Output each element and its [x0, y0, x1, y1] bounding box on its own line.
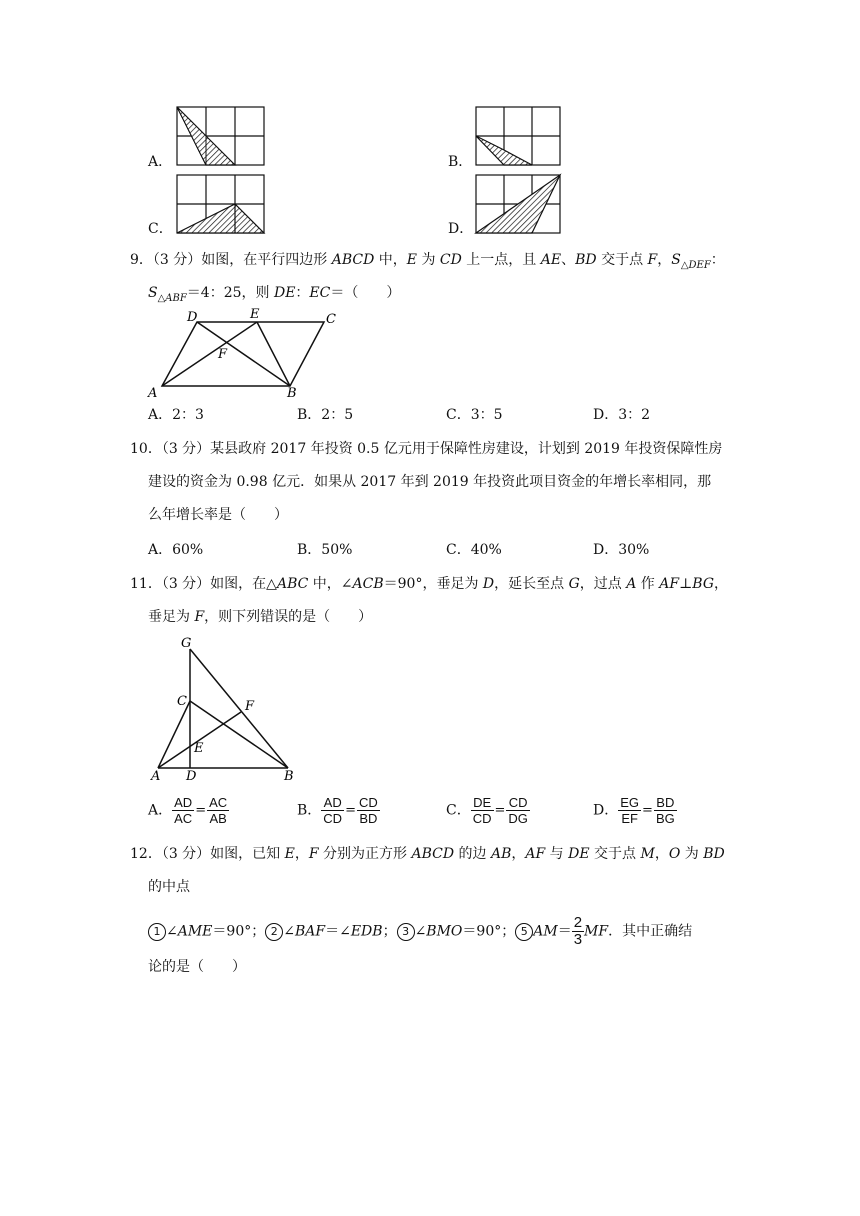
q12-text: 与	[545, 846, 569, 862]
q9-figure	[140, 305, 360, 401]
q9-text: 9．（3 分）如图，在平行四边形	[130, 252, 332, 268]
q8-option-d-figure	[476, 175, 560, 233]
q11-option-a[interactable]	[148, 795, 229, 826]
q12-text: ，	[511, 846, 526, 862]
fraction	[654, 795, 677, 826]
numerator: CD	[358, 795, 378, 810]
q11-text: ，则下列错误的是（ ）	[204, 609, 373, 625]
q10-stem-line2: 建设的资金为 0.98 亿元．如果从 2017 年到 2019 年投资此项目资金的年增长率相同，那	[148, 474, 712, 490]
q9-subscript: △DEF	[680, 259, 711, 271]
q12-text: ∠	[166, 923, 178, 940]
q9-var: E	[406, 252, 418, 268]
q9-option-a[interactable]: A．2：3	[148, 407, 204, 423]
numerator: AD	[174, 795, 193, 810]
q12-stem-line2: 的中点	[148, 879, 190, 895]
q9-subscript: △ABF	[157, 292, 187, 304]
q11-text: ＝90°，垂足为	[383, 576, 483, 592]
denominator: CD	[323, 811, 343, 826]
q9-var: F	[647, 252, 658, 268]
q9-label-f: F	[218, 347, 228, 362]
q11-label-c: C	[177, 694, 187, 709]
q11-text: ，延长至点	[494, 576, 569, 592]
numerator: EG	[620, 795, 640, 810]
q9-text: 为	[417, 252, 440, 268]
q11-label-a: A	[151, 769, 161, 784]
equals-sign: =	[195, 802, 207, 818]
q9-var: EC	[309, 285, 331, 301]
q12-text: 的边	[454, 846, 491, 862]
denominator: BG	[655, 811, 675, 826]
q12-var: AME	[177, 923, 213, 940]
q8-option-b-label[interactable]: B．	[448, 154, 473, 170]
denominator: AC	[174, 811, 193, 826]
q9-var: BD	[575, 252, 597, 268]
q12-var: F	[308, 846, 319, 862]
q11-var: A	[626, 576, 637, 592]
q9-option-c[interactable]: C．3：5	[446, 407, 503, 423]
q12-var: BAF	[294, 923, 326, 940]
q12-text: ，	[654, 846, 669, 862]
q10-option-d[interactable]: D．30%	[593, 542, 650, 558]
q12-text: 为	[680, 846, 704, 862]
circled-number-3: 3	[397, 923, 415, 941]
q11-var: AF	[659, 576, 680, 592]
q9-text: 、	[561, 252, 576, 268]
q12-var: BD	[703, 846, 725, 862]
q9-var: DE	[273, 285, 296, 301]
q12-text: ＝90°；	[212, 923, 266, 940]
q9-var: S	[148, 285, 158, 301]
q11-label-e: E	[194, 741, 204, 756]
denominator: EF	[621, 811, 638, 826]
q9-label-d: D	[187, 310, 198, 325]
q12-text: 分别为正方形	[318, 846, 412, 862]
q8-option-b-figure	[476, 107, 560, 165]
q11-stem-line1	[130, 574, 728, 594]
equals-sign: =	[345, 802, 356, 818]
q8-option-a-label[interactable]: A．	[148, 154, 173, 170]
denominator: DG	[508, 811, 528, 826]
q12-var: AF	[525, 846, 546, 862]
numerator: AC	[209, 795, 228, 810]
denominator: CD	[472, 811, 492, 826]
q11-var: BG	[692, 576, 714, 592]
q12-text: ；	[382, 923, 397, 940]
q12-var: DE	[568, 846, 590, 862]
q9-text: ＝4：25，则	[186, 285, 274, 301]
q9-label-c: C	[326, 312, 336, 327]
q12-text: ，	[294, 846, 309, 862]
q11-text: 作	[636, 576, 660, 592]
q11-text: 垂足为	[148, 609, 195, 625]
q9-label-a: A	[148, 386, 158, 401]
circled-number-2: 2	[265, 923, 283, 941]
numerator: CD	[506, 795, 530, 811]
q10-stem-line3: 么年增长率是（ ）	[148, 507, 288, 523]
q9-option-d[interactable]: D．3：2	[593, 407, 651, 423]
q10-option-a[interactable]: A．60%	[148, 542, 204, 558]
q12-text: ＝∠	[325, 923, 351, 940]
q12-text: 交于点	[589, 846, 641, 862]
q9-var: CD	[439, 252, 462, 268]
q12-var: AM	[533, 923, 558, 940]
numerator: BD	[654, 795, 677, 811]
q11-option-b[interactable]	[297, 795, 380, 826]
q12-var: E	[284, 846, 295, 862]
q9-label-b: B	[287, 386, 297, 401]
fraction	[357, 795, 380, 826]
q11-text: 11．（3 分）如图，在△	[130, 576, 277, 592]
q11-text: 中，∠	[308, 576, 353, 592]
q11-stem-line2	[148, 607, 372, 627]
q12-var: EDB	[350, 923, 383, 940]
q12-text: 12．（3 分）如图，已知	[130, 846, 285, 862]
q9-var: S	[671, 252, 681, 268]
q11-var: ACB	[352, 576, 384, 592]
equals-sign: =	[642, 802, 653, 818]
fraction	[207, 795, 229, 826]
numerator: 2	[573, 914, 583, 931]
fraction	[471, 795, 494, 826]
q10-option-c[interactable]: C．40%	[446, 542, 502, 558]
q9-text: ，	[657, 252, 672, 268]
q11-label-d: D	[186, 769, 197, 784]
q12-stem-line1	[130, 844, 725, 864]
numerator: DE	[471, 795, 494, 811]
q12-statements	[148, 915, 692, 948]
circled-number-1: 1	[148, 923, 166, 941]
q11-text: ，过点	[579, 576, 627, 592]
q8-option-c-figure	[177, 175, 264, 233]
q9-var: ABCD	[331, 252, 375, 268]
q12-var: MF	[584, 923, 609, 940]
q9-text: 中，	[374, 252, 407, 268]
q9-text: ：	[295, 285, 310, 301]
q11-var: ABC	[276, 576, 309, 592]
q11-option-a-label: A．	[148, 802, 173, 819]
q12-var: BMO	[426, 923, 463, 940]
q9-var: AE	[540, 252, 562, 268]
fraction	[172, 795, 194, 826]
denominator: BD	[359, 811, 378, 826]
circled-number-5: 5	[515, 923, 533, 941]
q9-text: ＝（ ）	[330, 285, 401, 301]
fraction	[618, 795, 641, 826]
q11-label-g: G	[181, 636, 192, 651]
q9-label-e: E	[250, 307, 260, 322]
fraction	[506, 795, 530, 826]
q12-var: O	[668, 846, 681, 862]
q9-stem-line1	[130, 250, 725, 276]
q9-text: 上一点，且	[461, 252, 541, 268]
q12-text: ＝90°；	[462, 923, 516, 940]
q12-text: ．其中正确结	[608, 923, 693, 940]
q11-option-d[interactable]	[593, 795, 677, 826]
q9-text: 交于点	[596, 252, 648, 268]
q9-text: ：	[710, 252, 725, 268]
q11-text: ⊥	[679, 576, 693, 592]
q12-var: ABCD	[411, 846, 455, 862]
denominator: 3	[573, 931, 583, 948]
q12-var: M	[640, 846, 655, 862]
q11-option-b-label: B．	[297, 802, 322, 819]
q12-text: ＝	[557, 923, 572, 940]
q10-option-b[interactable]: B．50%	[297, 542, 353, 558]
q9-option-b[interactable]: B．2：5	[297, 407, 354, 423]
q8-option-c-label[interactable]: C．	[148, 221, 173, 237]
q12-text: ∠	[283, 923, 295, 940]
equals-sign: =	[494, 802, 506, 818]
q11-var: G	[568, 576, 580, 592]
q10-stem-line1: 10．（3 分）某县政府 2017 年投资 0.5 亿元用于保障性房建设，计划到 2019 年投资保障性房	[130, 441, 723, 457]
q11-label-b: B	[284, 769, 294, 784]
fraction-two-thirds	[572, 915, 584, 948]
q8-option-a-figure	[177, 107, 264, 165]
q8-figures	[0, 0, 860, 240]
q11-text: ，	[714, 576, 728, 592]
q11-figure	[148, 634, 308, 784]
fraction	[321, 795, 344, 826]
q12-var: AB	[491, 846, 512, 862]
q11-option-d-label: D．	[593, 802, 619, 819]
q11-option-c[interactable]	[446, 795, 530, 826]
q11-label-f: F	[245, 699, 255, 714]
q11-var: D	[482, 576, 495, 592]
denominator: AB	[209, 811, 227, 826]
q12-text: ∠	[414, 923, 427, 940]
q11-var: F	[194, 609, 205, 625]
q12-stem-line4: 论的是（ ）	[148, 959, 246, 975]
q8-option-d-label[interactable]: D．	[448, 221, 474, 237]
q11-option-c-label: C．	[446, 802, 471, 819]
numerator: AD	[321, 795, 344, 811]
